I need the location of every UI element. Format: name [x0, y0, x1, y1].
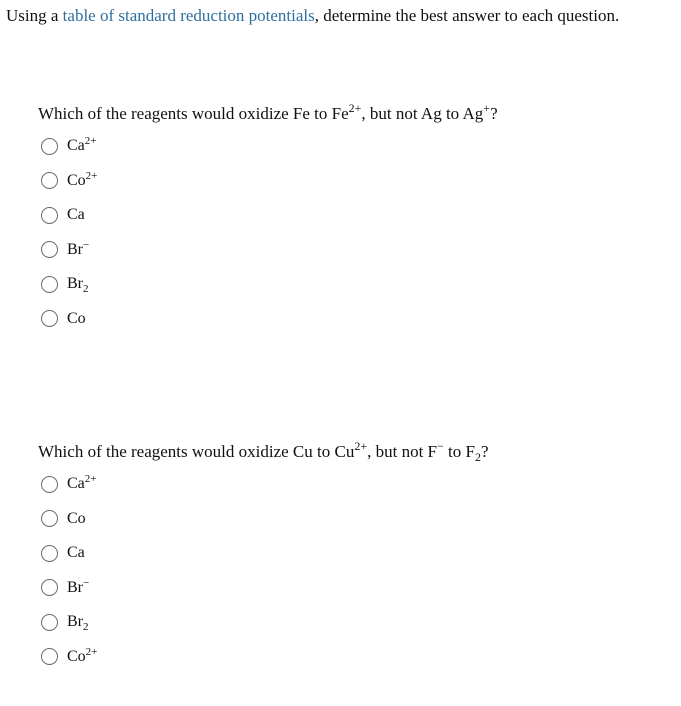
question-text: , but not F — [367, 442, 438, 461]
reagent-symbol: Br — [67, 613, 83, 631]
reagent-charge: − — [83, 576, 90, 589]
option-label — [67, 310, 86, 328]
reduction-potentials-link[interactable]: table of standard reduction potentials — [62, 6, 315, 25]
radio-button[interactable] — [41, 579, 58, 596]
option-label — [67, 475, 97, 493]
radio-button[interactable] — [41, 476, 58, 493]
option-label — [67, 576, 90, 597]
reagent-charge: 2+ — [85, 169, 98, 182]
question-2-prompt — [38, 440, 489, 464]
reagent-subscript: 2 — [83, 283, 89, 296]
radio-button[interactable] — [41, 510, 58, 527]
reagent-charge: 2+ — [85, 645, 98, 658]
option-label — [67, 645, 98, 666]
question-text: Which of the reagents would oxidize Fe to Fe — [38, 104, 349, 123]
question-text: ? — [480, 442, 489, 461]
radio-button[interactable] — [41, 138, 58, 155]
radio-button[interactable] — [41, 172, 58, 189]
answer-option[interactable] — [41, 502, 492, 537]
radio-button[interactable] — [41, 545, 58, 562]
radio-button[interactable] — [41, 648, 58, 665]
charge-superscript: 2+ — [348, 101, 362, 115]
question-2-options — [41, 467, 492, 674]
option-label — [67, 275, 89, 296]
option-label — [67, 206, 85, 224]
charge-superscript: − — [437, 439, 444, 453]
option-label — [67, 544, 85, 562]
answer-option[interactable] — [41, 267, 501, 302]
reagent-symbol: Br — [67, 240, 83, 258]
radio-button[interactable] — [41, 241, 58, 258]
question-2 — [38, 440, 489, 674]
reagent-charge: 2+ — [84, 473, 97, 486]
radio-button[interactable] — [41, 310, 58, 327]
answer-option[interactable] — [41, 302, 501, 337]
option-label — [67, 238, 90, 259]
answer-option[interactable] — [41, 233, 501, 268]
radio-button[interactable] — [41, 276, 58, 293]
charge-superscript: + — [483, 101, 491, 115]
answer-option[interactable] — [41, 605, 492, 640]
answer-option[interactable] — [41, 129, 501, 164]
reagent-charge: − — [83, 238, 90, 251]
option-label — [67, 169, 98, 190]
question-text: ? — [490, 104, 498, 123]
question-1 — [38, 102, 498, 336]
instructions-text-end: , determine the best answer to each question. — [314, 6, 620, 25]
answer-option[interactable] — [41, 467, 492, 502]
reagent-symbol: Co — [67, 171, 86, 189]
radio-button[interactable] — [41, 207, 58, 224]
charge-superscript: 2+ — [354, 439, 368, 453]
option-label — [67, 613, 89, 634]
reagent-subscript: 2 — [83, 621, 89, 634]
reagent-symbol: Br — [67, 275, 83, 293]
answer-option[interactable] — [41, 536, 492, 571]
answer-option[interactable] — [41, 164, 501, 199]
reagent-symbol: Ca — [67, 544, 85, 562]
question-text: to F — [443, 442, 475, 461]
reagent-symbol: Ca — [67, 137, 85, 155]
reagent-symbol: Ca — [67, 475, 85, 493]
instructions-text-start: Using a — [6, 6, 63, 25]
answer-option[interactable] — [41, 571, 492, 606]
answer-option[interactable] — [41, 198, 501, 233]
reagent-charge: 2+ — [84, 135, 97, 148]
question-1-prompt — [38, 102, 498, 126]
reagent-symbol: Ca — [67, 206, 85, 224]
question-text: Which of the reagents would oxidize Cu to Cu — [38, 442, 355, 461]
reagent-symbol: Co — [67, 647, 86, 665]
option-label — [67, 510, 86, 528]
question-text: , but not Ag to Ag — [361, 104, 484, 123]
radio-button[interactable] — [41, 614, 58, 631]
question-1-options — [41, 129, 501, 336]
reagent-symbol: Co — [67, 509, 86, 527]
instructions — [6, 5, 619, 27]
reagent-symbol: Co — [67, 309, 86, 327]
formula-subscript: 2 — [474, 450, 481, 464]
reagent-symbol: Br — [67, 578, 83, 596]
option-label — [67, 137, 97, 155]
answer-option[interactable] — [41, 640, 492, 675]
